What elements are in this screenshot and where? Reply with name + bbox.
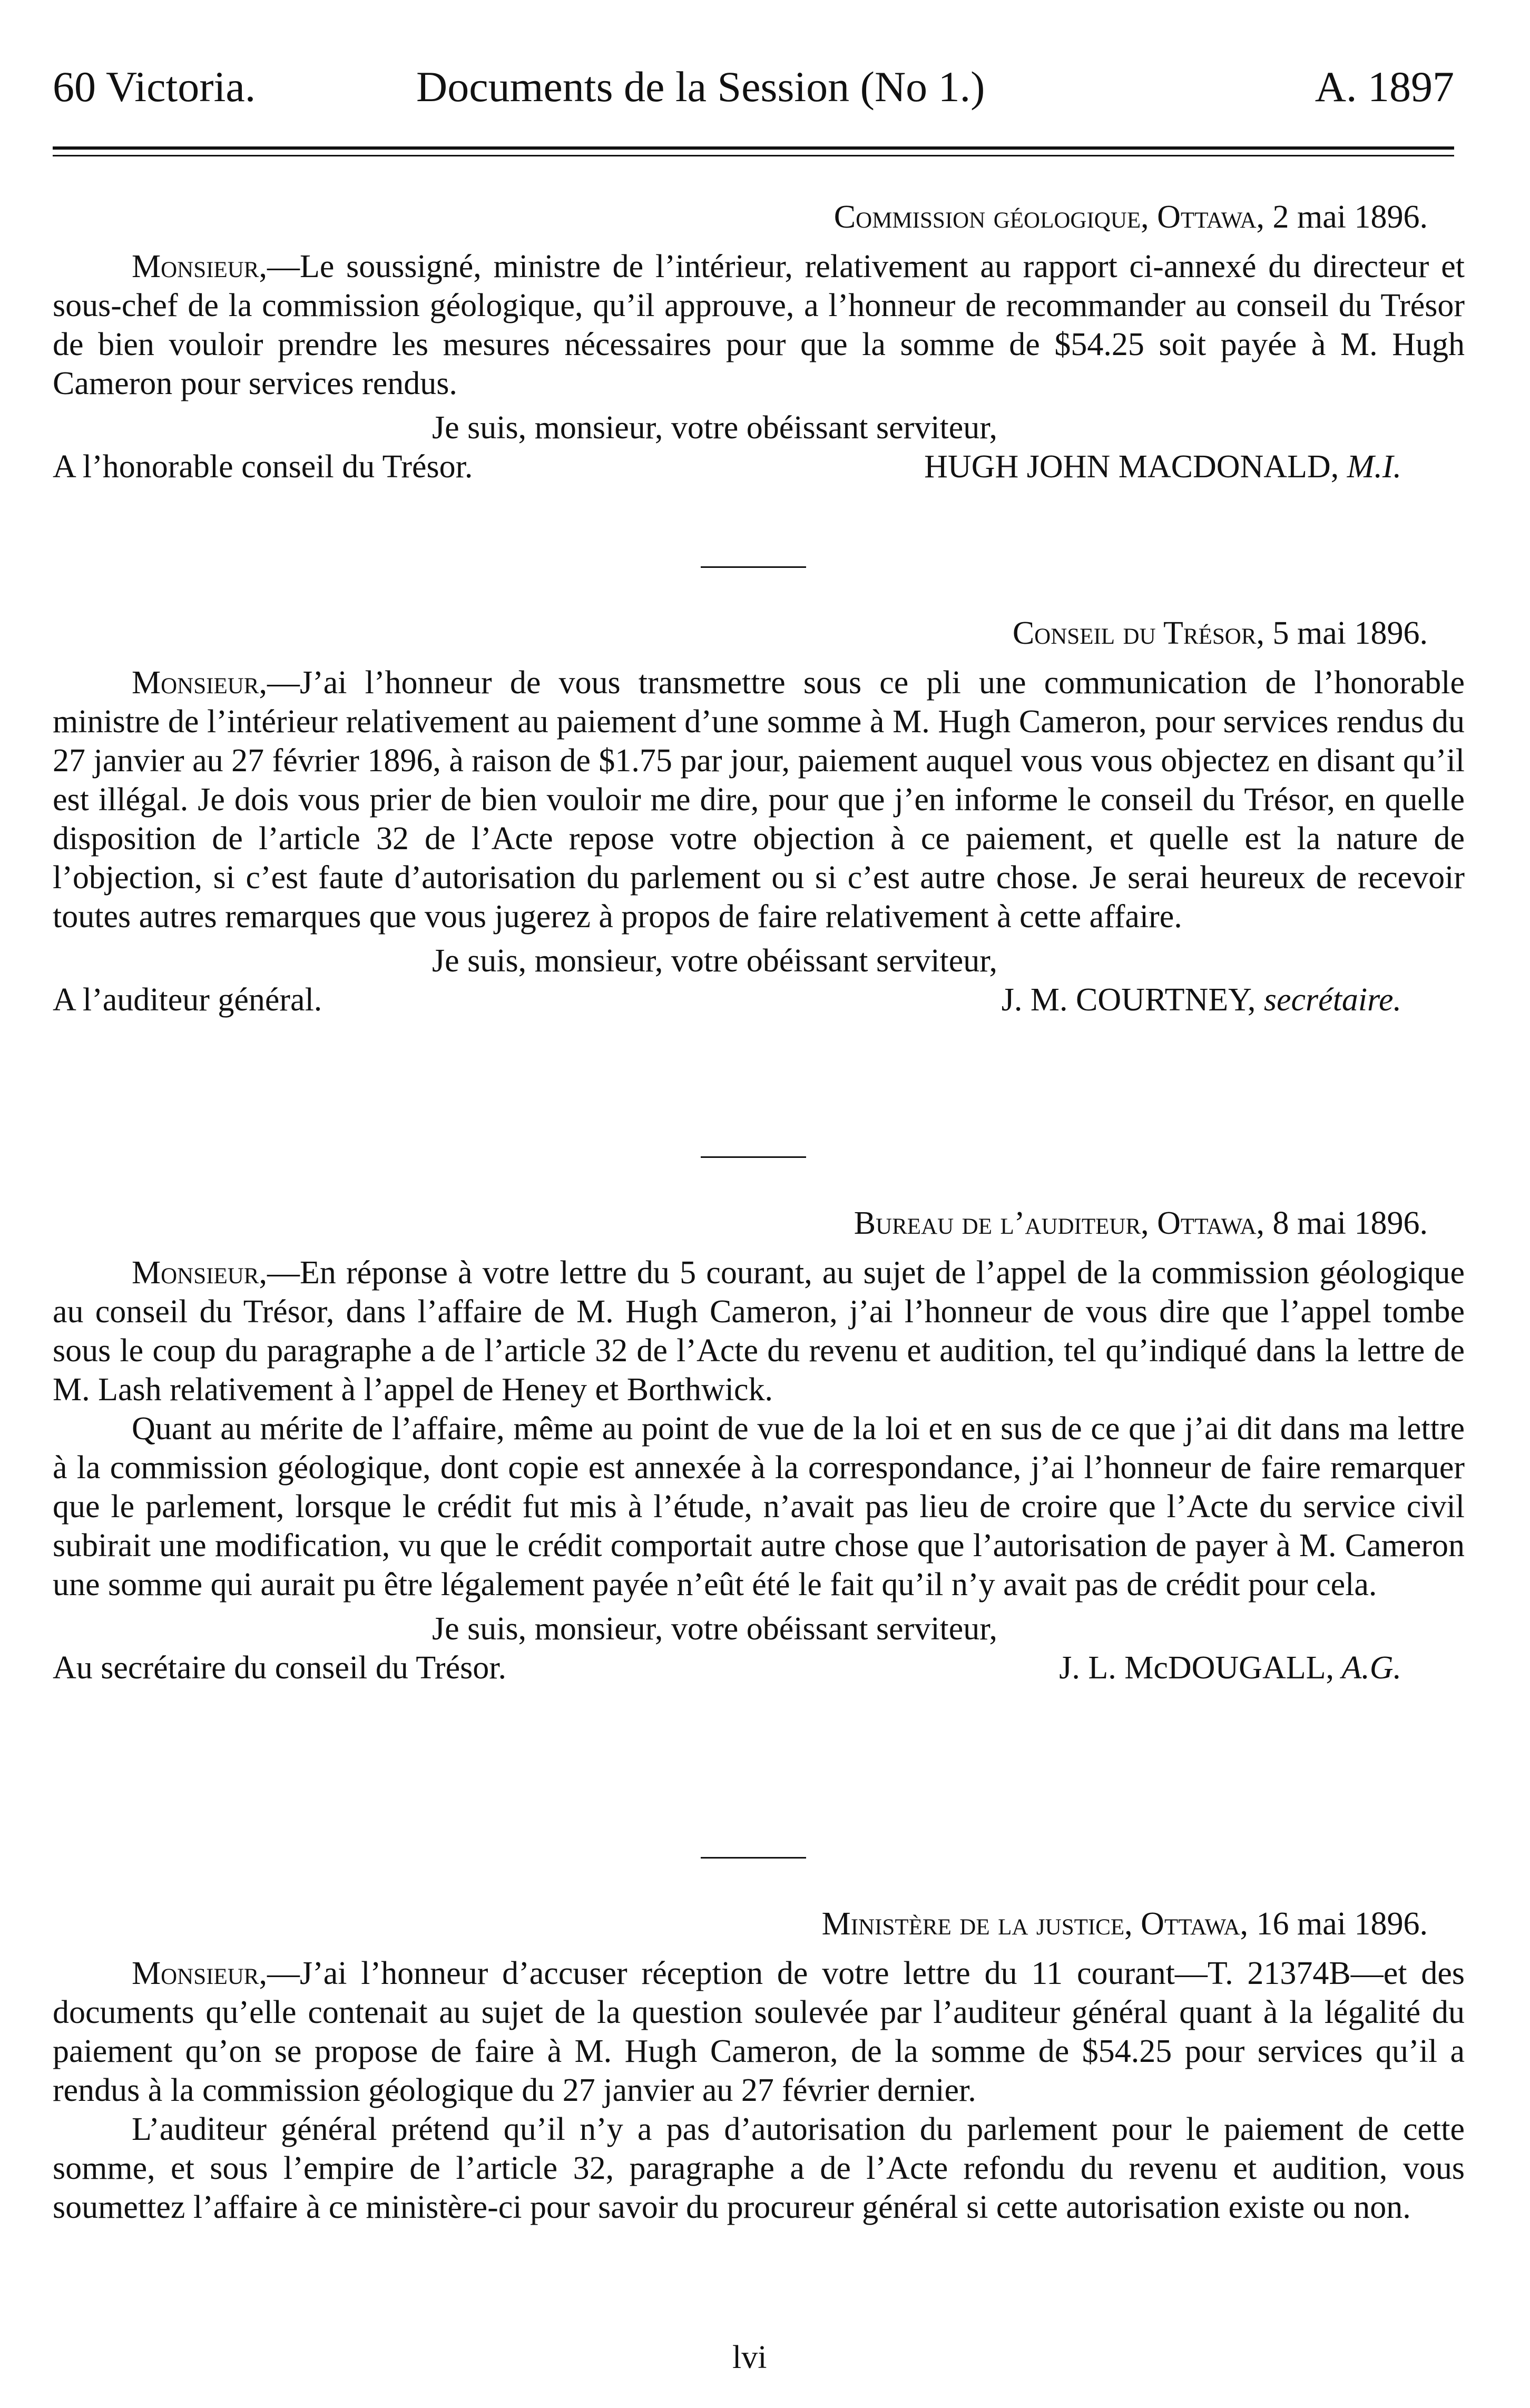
letter-2-paragraph-1 [53, 663, 1465, 936]
letter-4-paragraph-2: L’auditeur général prétend qu’il n’y a pas d’autorisation du parlement pour le paiement de cette somme, et sous l’empire de l’article 32, paragraphe a de l’Acte refondu du revenu et audition, vous soumettez l’affaire à ce ministère-ci pour savoir du procureur général si cette autorisation existe ou non. [53, 2111, 1465, 2225]
salutation: Monsieur, [132, 1255, 267, 1291]
letter-1-paragraph-1 [53, 247, 1465, 403]
addressee: A l’honorable conseil du Trésor. [53, 449, 473, 485]
dateline-date: 16 mai 1896. [1248, 1906, 1428, 1942]
signature-title: A.G. [1333, 1650, 1401, 1686]
header-volume: 60 Victoria. [53, 63, 256, 111]
letter-3-paragraph-1 [53, 1253, 1465, 1409]
letter-1-closing: Je suis, monsieur, votre obéissant serviteur, [432, 410, 997, 446]
addressee: Au secrétaire du conseil du Trésor. [53, 1650, 506, 1686]
letter-1 [53, 198, 1465, 489]
signature-title: secrétaire. [1256, 982, 1401, 1018]
header-rule-thin [53, 155, 1454, 156]
signature-name: J. L. McDOUGALL, [1059, 1650, 1334, 1686]
letter-3-paragraph-2: Quant au mérite de l’affaire, même au point de vue de la loi et en sus de ce que j’ai dit dans ma lettre à la commission géologique, dont copie est annexée à la correspondance, j’ai l’honneur de faire remarquer que le parlement, lorsque le crédit fut mis à l’étude, n’avait pas lieu de croire que l’Acte du service civil subirait une modification, vu que le crédit comportait autre chose que l’autorisation de payer à M. Cameron une somme qui aurait pu être légalement payée n’eût été le fait qu’il n’y avait pas de crédit pour cela. [53, 1411, 1465, 1603]
letter-3 [53, 1204, 1465, 1690]
signature-name: J. M. COURTNEY, [1001, 982, 1256, 1018]
signature-name: HUGH JOHN MACDONALD, [924, 449, 1339, 485]
header-series: A. 1897 [1315, 63, 1454, 111]
dateline-sender: Conseil du Trésor, [1012, 615, 1265, 651]
signature [1059, 1648, 1401, 1687]
signature-title: M.I. [1339, 449, 1401, 485]
letter-2 [53, 614, 1465, 1023]
dateline-sender: Ministère de la justice, Ottawa, [821, 1906, 1249, 1942]
letter-2-closing: Je suis, monsieur, votre obéissant serviteur, [432, 943, 997, 979]
salutation: Monsieur, [132, 665, 267, 701]
dateline-sender: Commission géologique, Ottawa, [833, 199, 1265, 235]
salutation: Monsieur, [132, 249, 267, 284]
paragraph-text: —J’ai l’honneur d’accuser réception de votre lettre du 11 courant—T. 21374B—et des documents qu’elle contenait au sujet de la question soulevée par l’auditeur général quant à la légalité du paiement qu’on se propose de faire à M. Hugh Cameron, de la somme de $54.25 pour services qu’il a rendus à la commission géologique du 27 janvier au 27 février dernier. [53, 1955, 1465, 2108]
letter-1-signature-row [53, 447, 1465, 489]
dateline-date: 8 mai 1896. [1264, 1205, 1428, 1241]
signature [924, 447, 1401, 486]
letter-separator-3 [701, 1857, 806, 1859]
letter-1-dateline [53, 198, 1465, 237]
dateline-date: 5 mai 1896. [1264, 615, 1428, 651]
letter-separator-2 [701, 1156, 806, 1158]
letter-3-signature-row [53, 1648, 1465, 1690]
header-title: Documents de la Session (No 1.) [416, 63, 985, 111]
letter-3-dateline [53, 1204, 1465, 1243]
letter-4 [53, 1904, 1465, 2227]
running-header [53, 58, 1454, 116]
header-rule-thick [53, 146, 1454, 150]
letter-2-signature-row [53, 980, 1465, 1023]
dateline-sender: Bureau de l’auditeur, Ottawa, [854, 1205, 1265, 1241]
page-number: lvi [732, 2340, 767, 2375]
letter-2-dateline [53, 614, 1465, 653]
paragraph-text: —Le soussigné, ministre de l’intérieur, relativement au rapport ci-annexé du directeur et sous-chef de la commission géologique, qu’il approuve, a l’honneur de recommander au conseil du Trésor de bien vouloir prendre les mesures nécessaires pour que la somme de $54.25 soit payée à M. Hugh Cameron pour services rendus. [53, 249, 1465, 401]
letter-4-paragraph-1 [53, 1954, 1465, 2110]
signature [1002, 980, 1401, 1019]
letter-separator-1 [701, 566, 806, 568]
letter-3-closing: Je suis, monsieur, votre obéissant serviteur, [432, 1611, 997, 1647]
salutation: Monsieur, [132, 1955, 267, 1991]
addressee: A l’auditeur général. [53, 982, 322, 1018]
letter-4-dateline [53, 1904, 1465, 1943]
paragraph-text: —En réponse à votre lettre du 5 courant, au sujet de l’appel de la commission géologique au conseil du Trésor, dans l’affaire de M. Hugh Cameron, j’ai l’honneur de vous dire que l’appel tombe sous le coup du paragraphe a de l’article 32 de l’Acte du revenu et audition, tel qu’indiqué dans la lettre de M. Lash relativement à l’appel de Heney et Borthwick. [53, 1255, 1465, 1408]
paragraph-text: —J’ai l’honneur de vous transmettre sous ce pli une communication de l’honorable ministre de l’intérieur relativement au paiement d’une somme à M. Hugh Cameron, pour services rendus du 27 janvier au 27 février 1896, à raison de $1.75 par jour, paiement auquel vous vous objectez en disant qu’il est illégal. Je dois vous prier de bien vouloir me dire, pour que j’en informe le conseil du Trésor, en quelle disposition de l’article 32 de l’Acte repose votre objection à ce paiement, et quelle est la nature de l’objection, si c’est faute d’autorisation du parlement ou si c’est autre chose. Je serai heureux de recevoir toutes autres remarques que vous jugerez à propos de faire relativement à cette affaire. [53, 665, 1465, 935]
dateline-date: 2 mai 1896. [1264, 199, 1428, 235]
